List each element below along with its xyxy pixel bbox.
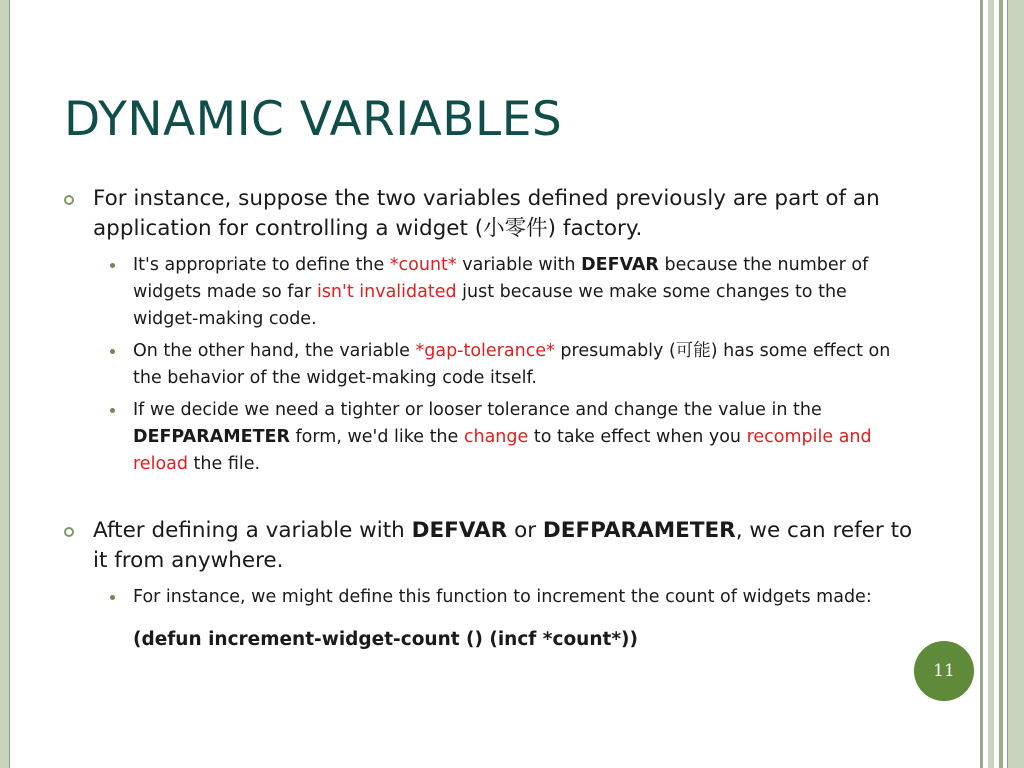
dot-bullet-icon	[110, 595, 115, 600]
page-number-badge	[914, 641, 974, 701]
bullet-text: After defining a variable with	[93, 518, 412, 543]
sub-bullet-count-defvar	[64, 252, 914, 333]
bullet-text: ) factory.	[547, 216, 643, 241]
sub-bullet-text: form, we'd like the	[289, 427, 464, 447]
sub-bullet-text: It's appropriate to define the	[133, 255, 390, 275]
slide-body	[64, 184, 914, 653]
keyword-defparameter: DEFPARAMETER	[133, 427, 290, 447]
sub-bullet-text: On the other hand, the variable	[133, 341, 416, 361]
right-border-line	[980, 0, 983, 768]
bullet-refer-anywhere	[64, 516, 914, 576]
page-number: 11	[933, 661, 955, 681]
highlight-count: *count*	[389, 255, 457, 275]
right-border-band	[988, 0, 994, 768]
sub-bullet-text: ) has some effect on the behavior of the widget-making code itself.	[133, 341, 891, 388]
hollow-circle-bullet-icon	[64, 195, 74, 205]
code-snippet: (defun increment-widget-count () (incf *count*))	[133, 629, 638, 650]
right-border-band	[1007, 0, 1024, 768]
right-border-frame	[980, 0, 1024, 768]
sub-bullet-text: because the number of widgets made so far	[133, 255, 869, 302]
sub-bullet-text: presumably (	[554, 341, 676, 361]
keyword-defparameter: DEFPARAMETER	[542, 518, 736, 543]
sub-bullet-text-chinese: 可能	[675, 341, 711, 361]
sub-bullet-text: If we decide we need a tighter or looser tolerance and change the value in the	[133, 400, 822, 420]
bullet-text: or	[507, 518, 543, 543]
sub-bullet-defparameter	[64, 397, 914, 478]
bullet-text: For instance, suppose the two variables defined previously are part of an application for controlling a widget (	[93, 186, 880, 241]
sub-bullet-text: variable with	[456, 255, 582, 275]
highlight-gap-tolerance: *gap-tolerance*	[415, 341, 555, 361]
sub-bullet-gap-tolerance	[64, 338, 914, 392]
right-border-line	[999, 0, 1003, 768]
dot-bullet-icon	[110, 349, 115, 354]
sub-bullet-text: to take effect when you	[528, 427, 747, 447]
bullet-text-chinese: 小零件	[483, 216, 548, 241]
keyword-defvar: DEFVAR	[411, 518, 508, 543]
dot-bullet-icon	[110, 263, 115, 268]
bullet-text: , we can refer to it from anywhere.	[93, 518, 913, 573]
sub-bullet-text: just because we make some changes to the widget-making code.	[133, 282, 847, 329]
highlight-isnt-invalidated: isn't invalidated	[316, 282, 457, 302]
dot-bullet-icon	[110, 408, 115, 413]
highlight-change: change	[463, 427, 529, 447]
bullet-widget-factory	[64, 184, 914, 244]
hollow-circle-bullet-icon	[64, 527, 74, 537]
keyword-defvar: DEFVAR	[581, 255, 659, 275]
left-border-stripe	[0, 0, 10, 768]
sub-bullet-text: For instance, we might define this function to increment the count of widgets made:	[133, 587, 872, 607]
highlight-recompile-and-reload: recompile and reload	[133, 427, 872, 474]
slide-title: DYNAMIC VARIABLES	[64, 92, 563, 147]
sub-bullet-increment-function	[64, 584, 914, 611]
sub-bullet-text: the file.	[187, 454, 261, 474]
